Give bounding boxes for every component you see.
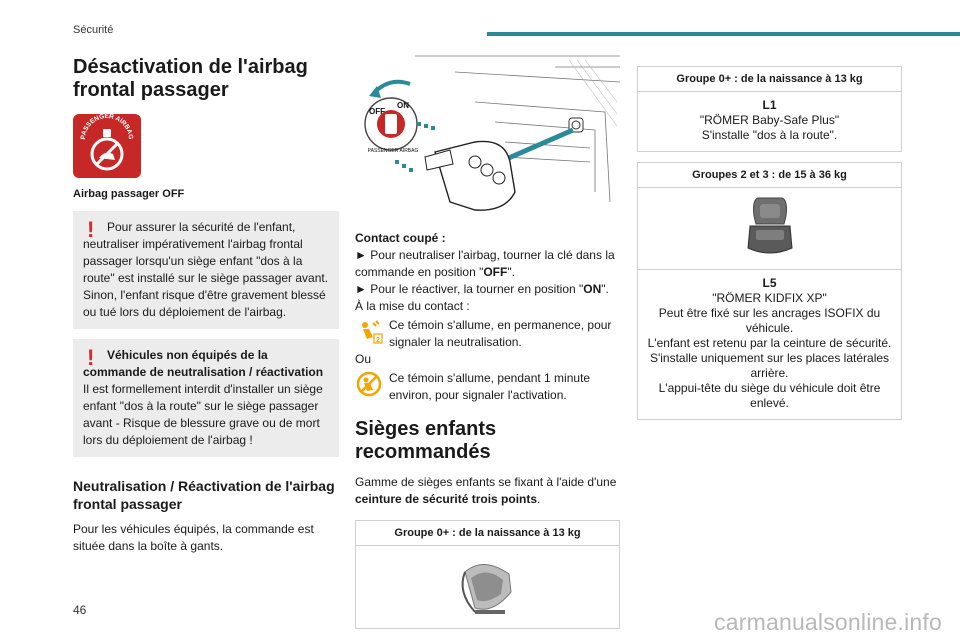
section-title-child-seats: Sièges enfants recommandés [355, 418, 497, 463]
warning-text-2: Il est formellement interdit d'installer un siège enfant "dos à la route" sur le siège passager avant - Risque de blessure grave ou de mort lors du déploiement de l'airbag ! [83, 382, 323, 447]
right-column [637, 66, 902, 420]
seat-name: "RÖMER Baby-Safe Plus" [699, 113, 840, 127]
table-cell-l1 [638, 92, 901, 151]
table-header: Groupe 0+ : de la naissance à 13 kg [638, 67, 901, 92]
left-column [73, 52, 339, 555]
svg-text:OFF: OFF [369, 107, 385, 116]
svg-text:ON: ON [397, 101, 409, 110]
indicator-text-2: Ce témoin s'allume, pendant 1 minute environ, pour signaler l'activation. [389, 371, 591, 402]
section-label: Sécurité [73, 24, 114, 36]
ignition-text: À la mise du contact : [355, 299, 470, 313]
seat-code: L5 [762, 276, 777, 290]
passenger-airbag-off-icon [73, 114, 141, 178]
seat-name: "RÖMER KIDFIX XP" [712, 291, 827, 305]
section-title-airbag: Désactivation de l'airbag frontal passager [73, 56, 308, 101]
indicator-text-1: Ce témoin s'allume, en permanence, pour signaler la neutralisation. [389, 318, 612, 349]
child-seat-table-l1 [637, 66, 902, 152]
baby-seat-image [356, 546, 619, 628]
booster-seat-image [638, 188, 901, 270]
watermark: carmanualsonline.info [714, 609, 942, 635]
svg-text:PASSENGER AIRBAG: PASSENGER AIRBAG [367, 148, 419, 154]
contact-title: Contact coupé : [355, 231, 446, 245]
svg-text:2: 2 [376, 337, 380, 344]
indicator-row-off [355, 317, 620, 351]
warning-icon: ! [87, 345, 95, 370]
or-text: Ou [355, 352, 372, 366]
bullet-on: ► Pour le réactiver, la tourner en position "ON". [355, 282, 609, 296]
table-header: Groupe 0+ : de la naissance à 13 kg [356, 521, 619, 546]
table-cell-l5 [638, 270, 901, 419]
bullet-off: ► Pour neutraliser l'airbag, tourner la clé dans la commande en position "OFF". [355, 248, 615, 279]
seat-note-headrest: L'appui-tête du siège du véhicule doit être enlevé. [658, 381, 881, 410]
indicator-row-on [355, 370, 620, 404]
seat-note: S'installe "dos à la route". [701, 128, 838, 142]
warning-box-2 [73, 339, 339, 457]
seat-note-belt: L'enfant est retenu par la ceinture de sécurité. [647, 336, 892, 350]
table-header: Groupes 2 et 3 : de 15 à 36 kg [638, 163, 901, 188]
seat-range-text: Gamme de sièges enfants se fixant à l'aide d'une ceinture de sécurité trois points. [355, 475, 617, 506]
glovebox-text: Pour les véhicules équipés, la commande est située dans la boîte à gants. [73, 522, 314, 553]
seat-code: L1 [762, 98, 777, 112]
warning-icon: ! [87, 217, 95, 242]
page-number: 46 [73, 603, 87, 617]
glovebox-switch-figure [355, 52, 620, 224]
child-seat-table-group0-partial [355, 520, 620, 629]
warning-text-1: Pour assurer la sécurité de l'enfant, neutraliser impérativement l'airbag frontal passager lorsqu'un siège enfant "dos à la route" est installé sur le siège passager avant. Sinon, l'enfant risque d'être gravement blessé ou tué lors du déploiement de l'airbag. [83, 220, 329, 319]
svg-text:PASSENGER AIRBAG: PASSENGER AIRBAG [79, 114, 135, 140]
child-seat-table-l5 [637, 162, 902, 420]
airbag-off-warning-icon [355, 317, 383, 345]
header-accent-bar [487, 32, 960, 36]
seat-note-rear: S'installe uniquement sur les places latérales arrière. [649, 351, 890, 380]
warning-box-1 [73, 211, 339, 329]
seat-note-isofix: Peut être fixé sur les ancrages ISOFIX du véhicule. [658, 306, 881, 335]
subtitle-neutralisation: Neutralisation / Réactivation de l'airbag frontal passager [73, 478, 335, 512]
warning-title-2: Véhicules non équipés de la commande de neutralisation / réactivation [83, 348, 324, 379]
airbag-off-caption: Airbag passager OFF [73, 188, 185, 200]
airbag-on-warning-icon [355, 370, 383, 398]
middle-column [355, 52, 620, 629]
